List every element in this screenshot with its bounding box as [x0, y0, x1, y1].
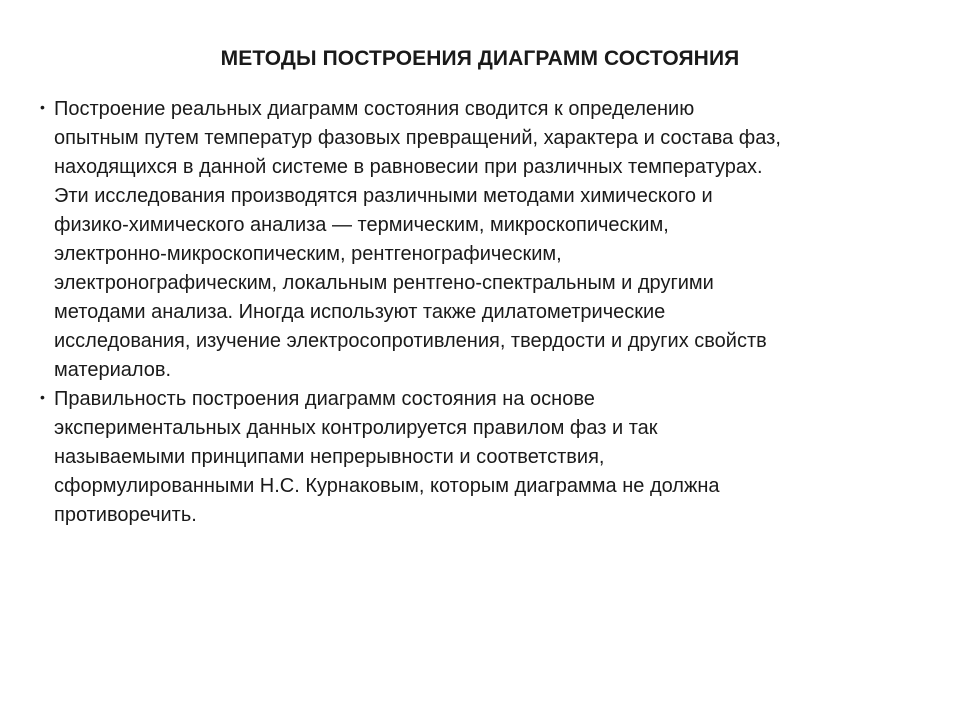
bullet-line: противоречить. — [54, 504, 197, 526]
bullet-line: сформулированными Н.С. Курнаковым, которым диаграмма не должна — [54, 475, 720, 497]
bullet-line: находящихся в данной системе в равновесии при различных температурах. — [54, 156, 763, 178]
bullet-line: называемыми принципами непрерывности и соответствия, — [54, 446, 605, 468]
bullet-line: опытным путем температур фазовых превращений, характера и состава фаз, — [54, 127, 781, 149]
bullet-line: Правильность построения диаграмм состояния на основе — [54, 388, 595, 410]
bullet-line: Эти исследования производятся различными методами химического и — [54, 185, 713, 207]
bullet-line: экспериментальных данных контролируется правилом фаз и так — [54, 417, 658, 439]
bullet-list — [40, 95, 920, 530]
bullet-line: материалов. — [54, 359, 172, 381]
bullet-icon: • — [40, 99, 45, 115]
bullet-line: методами анализа. Иногда используют также дилатометрические — [54, 301, 666, 323]
bullet-icon: • — [40, 389, 45, 405]
bullet-line: физико-химического анализа — термическим, микроскопическим, — [54, 214, 669, 236]
bullet-line: исследования, изучение электросопротивления, твердости и других свойств — [54, 330, 767, 352]
bullet-line: электронно-микроскопическим, рентгенографическим, — [54, 243, 562, 265]
slide-title: МЕТОДЫ ПОСТРОЕНИЯ ДИАГРАММ СОСТОЯНИЯ — [220, 47, 740, 70]
bullet-line: электронографическим, локальным рентгено-спектральным и другими — [54, 272, 714, 294]
bullet-item-1 — [40, 95, 920, 385]
bullet-item-2 — [40, 385, 920, 530]
bullet-line: Построение реальных диаграмм состояния сводится к определению — [54, 98, 695, 120]
